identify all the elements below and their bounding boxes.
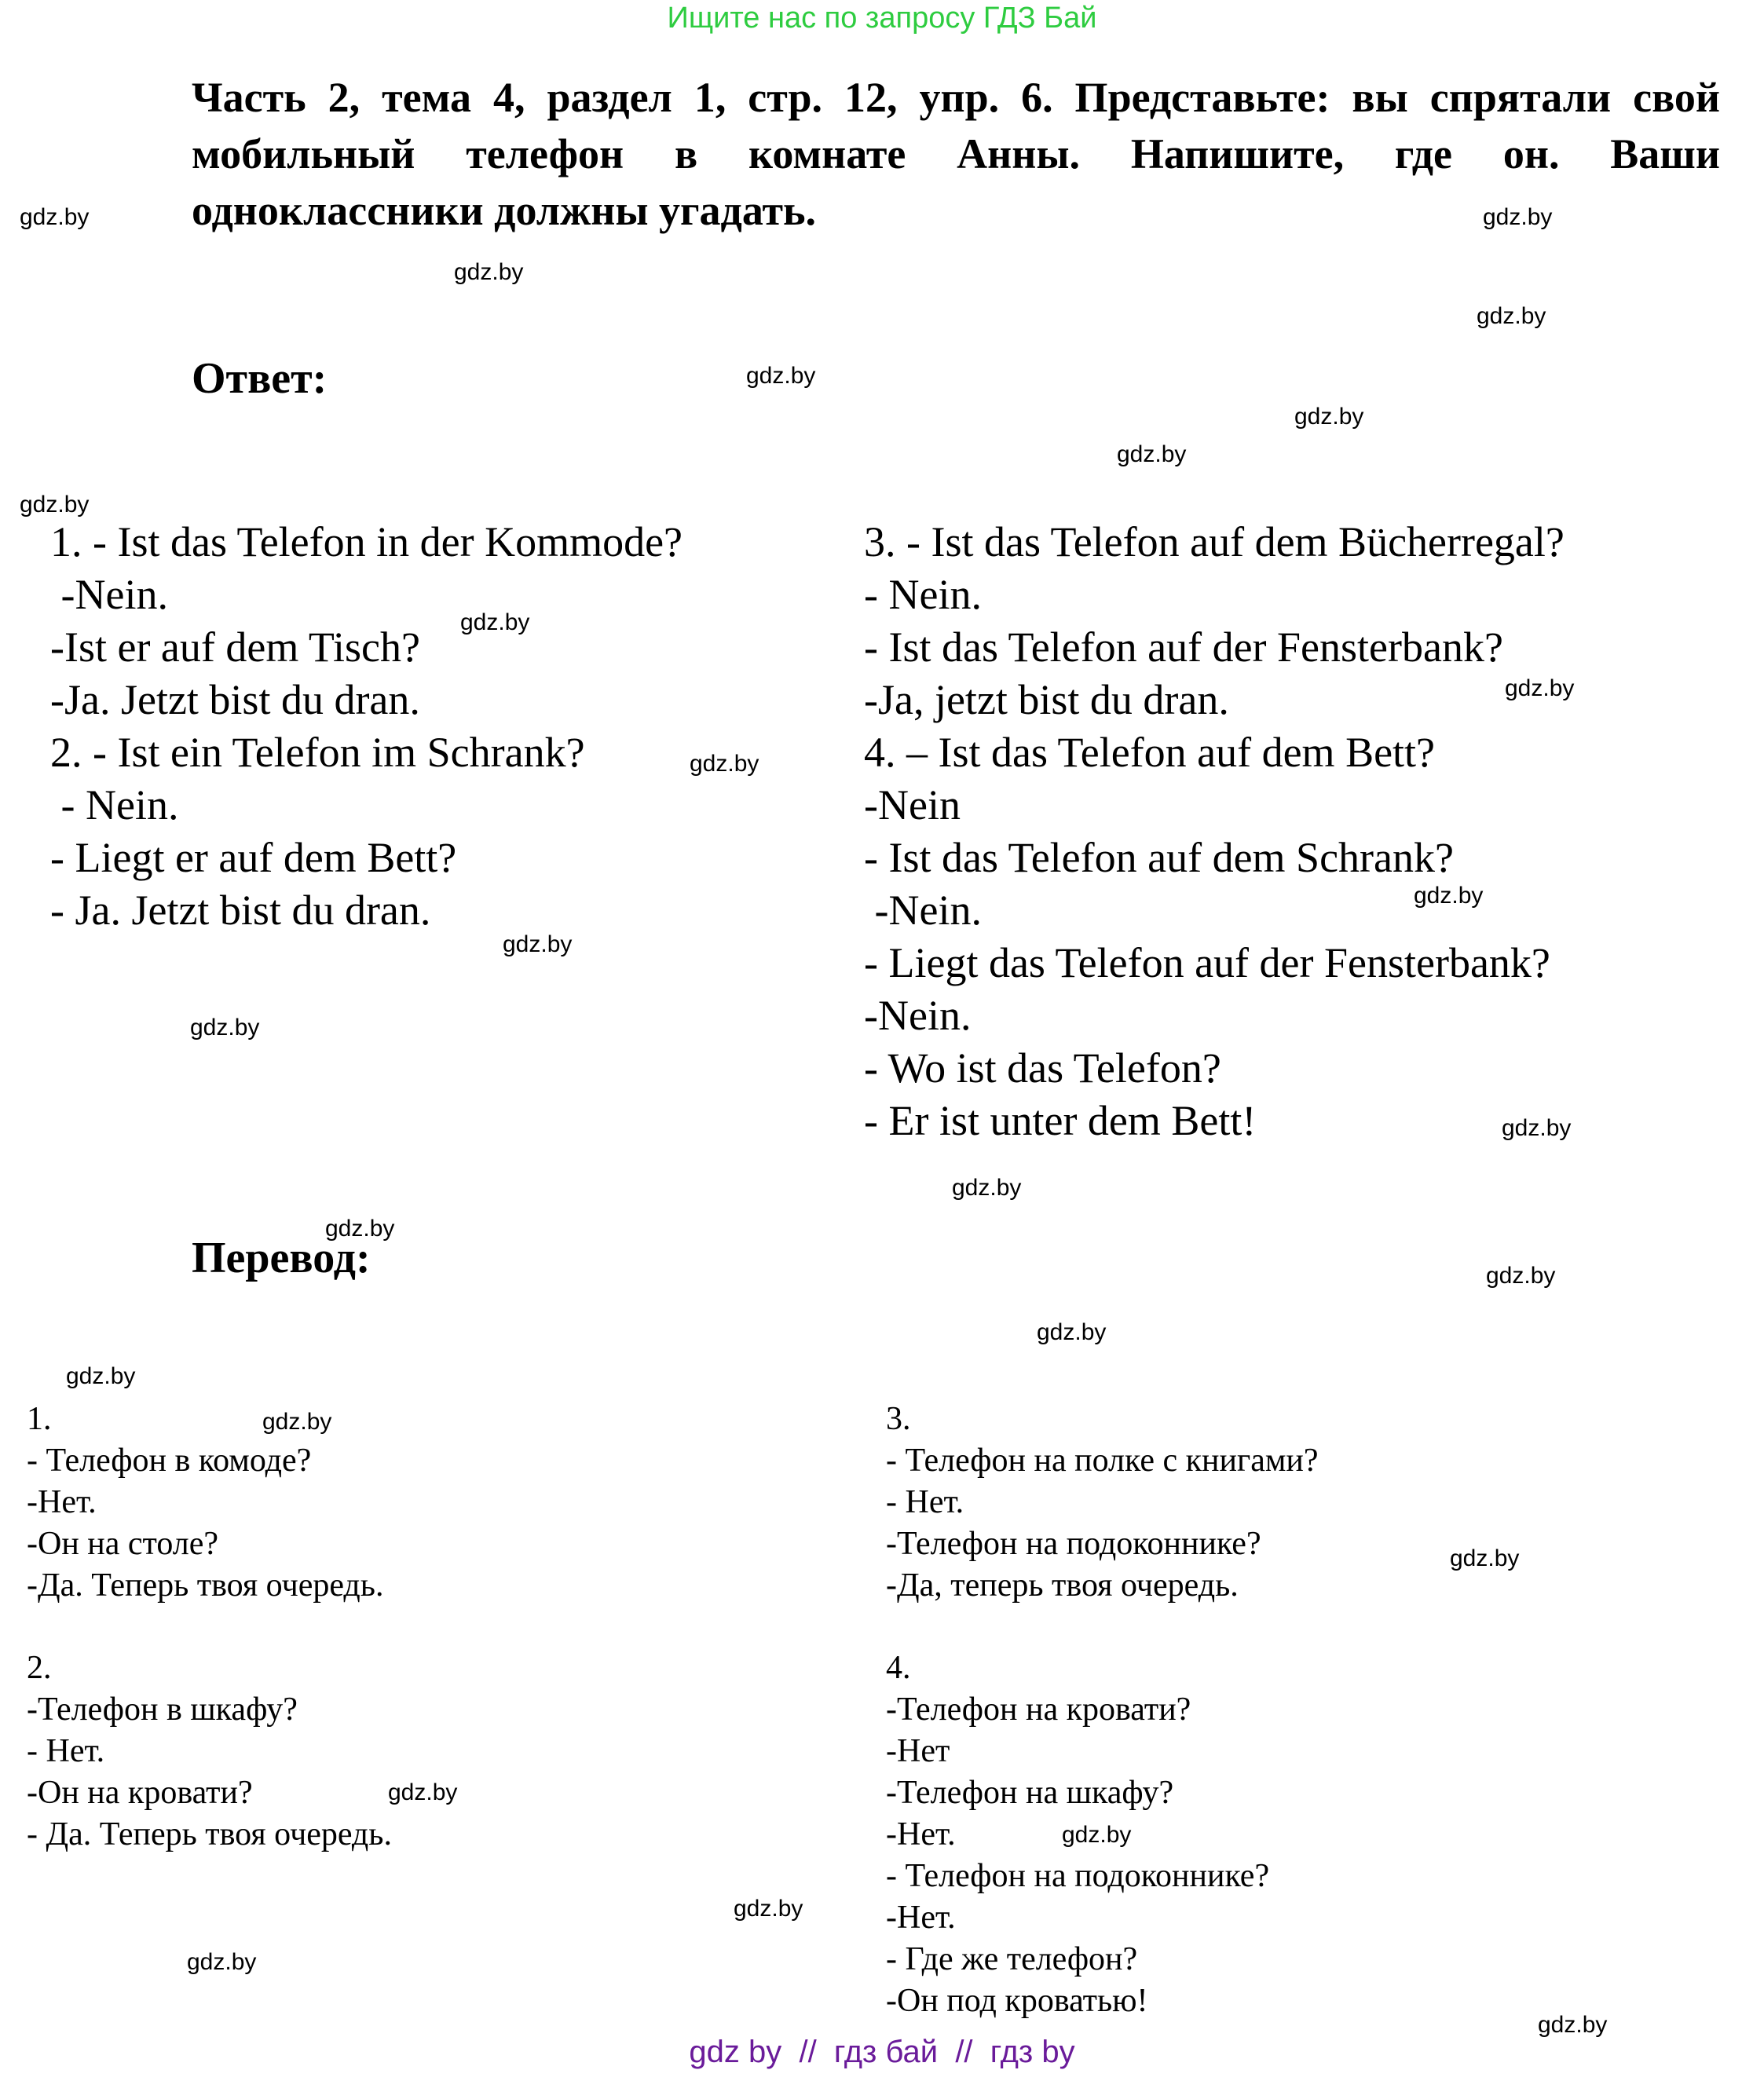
- answer-line: - Nein.: [864, 571, 982, 618]
- translation-line: -Он под кроватью!: [886, 1983, 1148, 2019]
- answer-line: -Nein.: [50, 571, 168, 618]
- translation-line: -Нет.: [886, 1900, 956, 1936]
- watermark: gdz.by: [1062, 1822, 1132, 1848]
- answer-line: - Wo ist das Telefon?: [864, 1044, 1221, 1092]
- translation-line: - Телефон на подоконнике?: [886, 1858, 1270, 1894]
- watermark: gdz.by: [190, 1015, 260, 1040]
- footer-bar: gdz by // гдз бай // гдз by: [689, 2035, 1075, 2069]
- watermark: gdz.by: [1483, 204, 1553, 230]
- answer-line: -Ja, jetzt bist du dran.: [864, 676, 1229, 723]
- answer-line: - Liegt er auf dem Bett?: [50, 834, 457, 881]
- watermark: gdz.by: [1414, 883, 1484, 909]
- translation-line: - Да. Теперь твоя очередь.: [27, 1816, 392, 1852]
- answer-line: - Nein.: [50, 781, 179, 828]
- translation-line: -Телефон в шкафу?: [27, 1691, 298, 1728]
- answer-line: 2. - Ist ein Telefon im Schrank?: [50, 729, 585, 776]
- translation-line: - Нет.: [27, 1733, 105, 1769]
- watermark: gdz.by: [952, 1175, 1022, 1201]
- translation-line: - Телефон на полке с книгами?: [886, 1443, 1319, 1479]
- translation-line: -Нет: [886, 1733, 950, 1769]
- watermark: gdz.by: [1538, 2012, 1608, 2038]
- watermark: gdz.by: [454, 259, 524, 285]
- translation-line: -Телефон на подоконнике?: [886, 1526, 1261, 1562]
- translation-line: 1.: [27, 1401, 52, 1437]
- task-heading-line-2: мобильный телефон в комнате Анны. Напишите, где он. Ваши: [192, 130, 1720, 177]
- answer-line: -Nein.: [864, 992, 972, 1039]
- translation-line: 3.: [886, 1401, 911, 1437]
- translation-line: 4.: [886, 1650, 911, 1686]
- watermark: gdz.by: [325, 1216, 395, 1242]
- watermark: gdz.by: [690, 751, 759, 777]
- answer-line: 4. – Ist das Telefon auf dem Bett?: [864, 729, 1436, 776]
- translation-line: 2.: [27, 1650, 52, 1686]
- watermark: gdz.by: [1505, 675, 1575, 701]
- watermark: gdz.by: [1117, 441, 1187, 467]
- translation-line: -Да, теперь твоя очередь.: [886, 1567, 1239, 1604]
- translation-line: - Где же телефон?: [886, 1941, 1138, 1977]
- watermark: gdz.by: [746, 363, 816, 389]
- watermark: gdz.by: [1294, 404, 1364, 430]
- watermark: gdz.by: [1486, 1263, 1556, 1289]
- watermark: gdz.by: [66, 1363, 136, 1389]
- translation-line: -Он на столе?: [27, 1526, 219, 1562]
- task-heading-line-1: Часть 2, тема 4, раздел 1, стр. 12, упр. 6. Представьте: вы спрятали свой: [192, 74, 1720, 121]
- watermark: gdz.by: [1502, 1115, 1572, 1141]
- watermark: gdz.by: [1477, 303, 1546, 329]
- translation-label: Перевод:: [192, 1234, 371, 1282]
- translation-line: -Нет.: [886, 1816, 956, 1852]
- watermark: gdz.by: [262, 1409, 332, 1435]
- translation-line: -Нет.: [27, 1484, 97, 1520]
- answer-line: -Nein.: [864, 887, 982, 934]
- answer-line: 1. - Ist das Telefon in der Kommode?: [50, 518, 683, 565]
- answer-line: - Er ist unter dem Bett!: [864, 1097, 1257, 1144]
- watermark: gdz.by: [187, 1949, 257, 1975]
- watermark: gdz.by: [1450, 1545, 1520, 1571]
- answer-line: - Ist das Telefon auf dem Schrank?: [864, 834, 1454, 881]
- answer-line: -Ja. Jetzt bist du dran.: [50, 676, 420, 723]
- translation-line: - Телефон в комоде?: [27, 1443, 312, 1479]
- answer-label: Ответ:: [192, 354, 328, 403]
- watermark: gdz.by: [460, 609, 530, 635]
- translation-line: -Он на кровати?: [27, 1775, 253, 1811]
- translation-line: -Телефон на шкафу?: [886, 1775, 1174, 1811]
- answer-line: 3. - Ist das Telefon auf dem Bücherregal?: [864, 518, 1565, 565]
- watermark: gdz.by: [20, 204, 90, 230]
- translation-line: -Да. Теперь твоя очередь.: [27, 1567, 384, 1604]
- answer-line: - Ja. Jetzt bist du dran.: [50, 887, 431, 934]
- top-banner: Ищите нас по запросу ГДЗ Бай: [667, 2, 1097, 35]
- watermark: gdz.by: [503, 931, 573, 957]
- watermark: gdz.by: [1037, 1319, 1107, 1345]
- watermark: gdz.by: [20, 492, 90, 518]
- watermark: gdz.by: [734, 1896, 803, 1922]
- answer-line: -Nein: [864, 781, 961, 828]
- task-heading-line-3: одноклассники должны угадать.: [192, 187, 817, 234]
- answer-line: -Ist er auf dem Tisch?: [50, 624, 420, 671]
- watermark: gdz.by: [388, 1779, 458, 1805]
- answer-line: - Liegt das Telefon auf der Fensterbank?: [864, 939, 1550, 986]
- translation-line: - Нет.: [886, 1484, 964, 1520]
- translation-line: -Телефон на кровати?: [886, 1691, 1191, 1728]
- answer-line: - Ist das Telefon auf der Fensterbank?: [864, 624, 1503, 671]
